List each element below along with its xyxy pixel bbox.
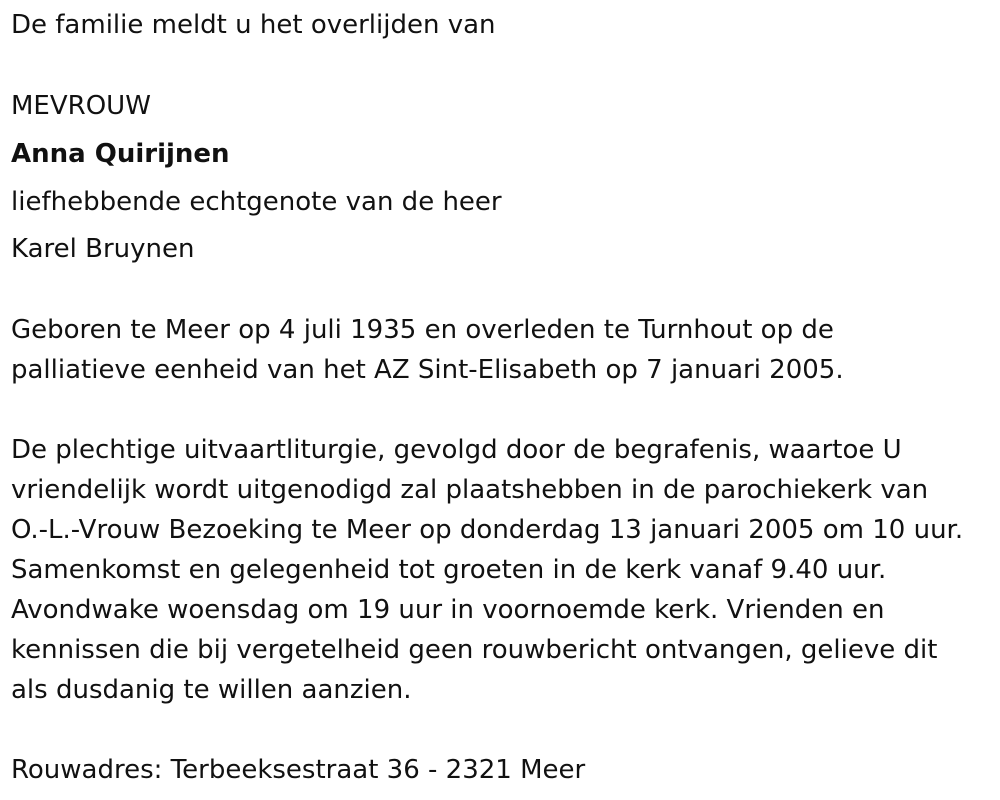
birth-death-line-1: Geboren te Meer op 4 juli 1935 en overleden te Turnhout op de (11, 315, 834, 345)
deceased-name: Anna Quirijnen (11, 139, 230, 169)
funeral-line-5: Avondwake woensdag om 19 uur in voornoemde kerk. Vrienden en (11, 595, 885, 625)
funeral-line-7: als dusdanig te willen aanzien. (11, 675, 412, 705)
funeral-line-2: vriendelijk wordt uitgenodigd zal plaatshebben in de parochiekerk van (11, 475, 929, 505)
spouse-name: Karel Bruynen (11, 234, 195, 264)
title-text: MEVROUW (11, 91, 151, 121)
funeral-line-3: O.-L.-Vrouw Bezoeking te Meer op donderdag 13 januari 2005 om 10 uur. (11, 515, 964, 545)
intro-text: De familie meldt u het overlijden van (11, 10, 496, 40)
funeral-line-4: Samenkomst en gelegenheid tot groeten in de kerk vanaf 9.40 uur. (11, 555, 887, 585)
mourning-address: Rouwadres: Terbeeksestraat 36 - 2321 Meer (11, 755, 586, 785)
relation-text: liefhebbende echtgenote van de heer (11, 187, 502, 217)
funeral-line-1: De plechtige uitvaartliturgie, gevolgd door de begrafenis, waartoe U (11, 435, 902, 465)
funeral-line-6: kennissen die bij vergetelheid geen rouwbericht ontvangen, gelieve dit (11, 635, 938, 665)
birth-death-line-2: palliatieve eenheid van het AZ Sint-Elisabeth op 7 januari 2005. (11, 355, 844, 385)
